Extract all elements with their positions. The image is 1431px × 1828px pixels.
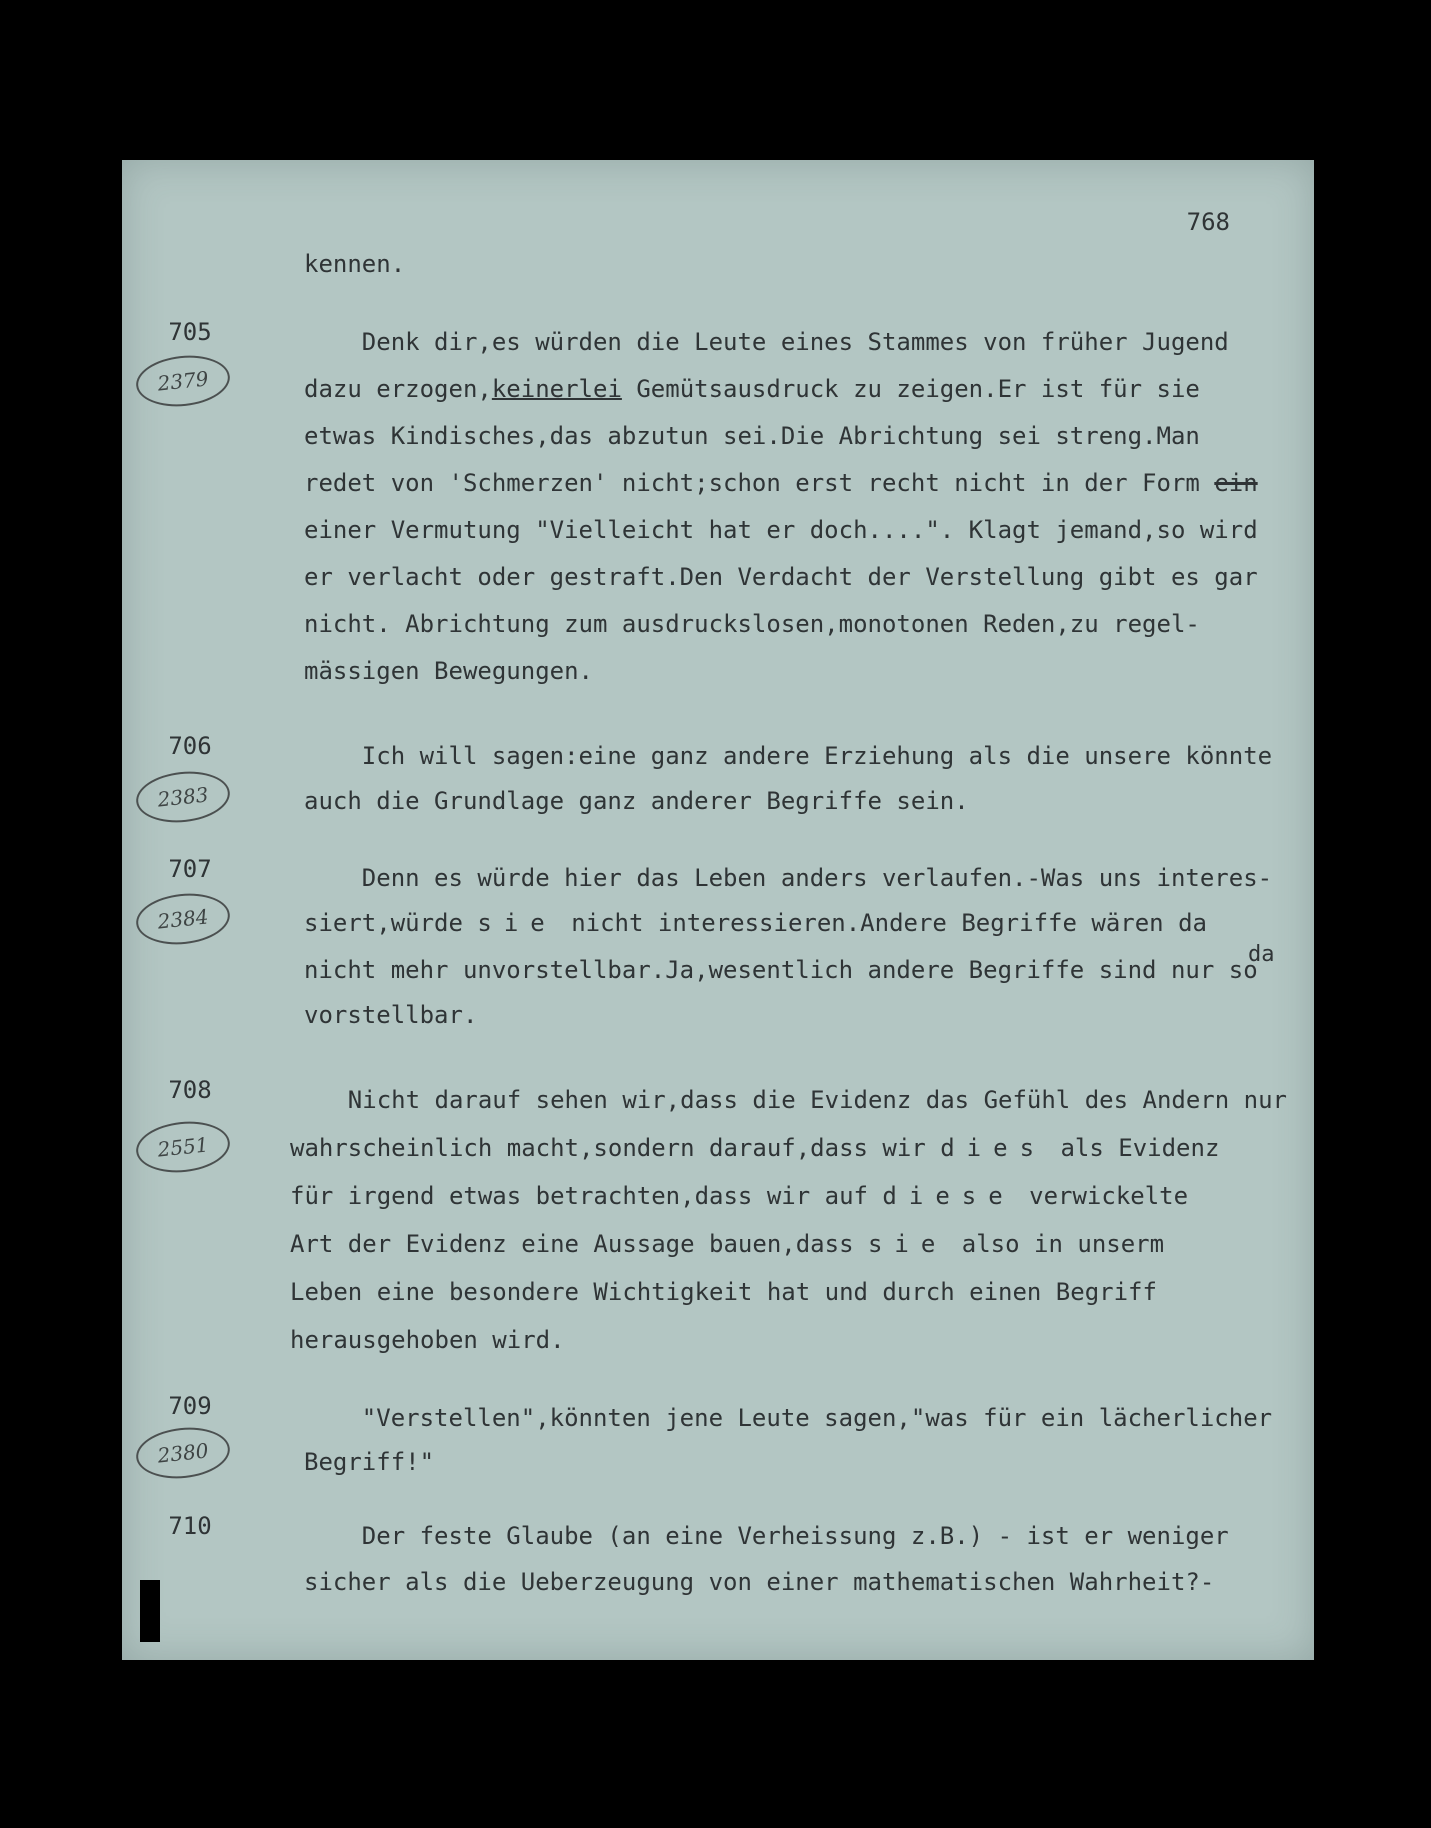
line: Denk dir,es würden die Leute eines Stammes von früher Jugend: [304, 328, 1229, 356]
remark-710-text: [304, 1522, 1284, 1622]
line: Begriff!": [304, 1448, 435, 1476]
line: [304, 375, 1200, 403]
line: [290, 1134, 1219, 1162]
opening-line: kennen.: [304, 250, 406, 278]
line: er verlacht oder gestraft.Den Verdacht der Verstellung gibt es gar: [304, 563, 1258, 591]
remark-number-706: 706: [168, 732, 212, 760]
line-start: redet von 'Schmerzen' nicht;schon erst recht nicht in der Form: [304, 469, 1215, 497]
line-start: wahrscheinlich macht,sondern darauf,dass wir: [290, 1134, 941, 1162]
paper-tear: [140, 1580, 160, 1642]
remark-708-text: [290, 1086, 1310, 1386]
reference-seal-706: 2383: [134, 767, 233, 827]
line: einer Vermutung "Vielleicht hat er doch....". Klagt jemand,so wird: [304, 516, 1258, 544]
line: auch die Grundlage ganz anderer Begriffe sein.: [304, 787, 969, 815]
line-end: nicht interessieren.Andere Begriffe wären da: [556, 909, 1207, 937]
line: Der feste Glaube (an eine Verheissung z.B.) - ist er weniger: [304, 1522, 1229, 1550]
reference-seal-707: 2384: [134, 889, 233, 949]
spaced-word: sie: [867, 1230, 948, 1258]
typescript-page: [122, 160, 1314, 1660]
underlined-word: keinerlei: [491, 375, 622, 403]
line: Ich will sagen:eine ganz andere Erziehung als die unsere könnte: [304, 742, 1273, 770]
line-end: also in unserm: [947, 1230, 1165, 1258]
page-number: 768: [1186, 208, 1230, 236]
line: mässigen Bewegungen.: [304, 657, 593, 685]
line-start: siert,würde: [304, 909, 478, 937]
reference-seal-708: 2551: [134, 1117, 233, 1177]
remark-number-707: 707: [168, 855, 212, 883]
line-start: dazu erzogen,: [304, 375, 492, 403]
struck-word: ein: [1214, 469, 1258, 497]
line: [304, 909, 1207, 937]
line: Nicht darauf sehen wir,dass die Evidenz das Gefühl des Andern nur: [290, 1086, 1287, 1114]
spaced-word: sie: [477, 909, 557, 937]
line: nicht. Abrichtung zum ausdruckslosen,monotonen Reden,zu regel-: [304, 610, 1200, 638]
line-end: als Evidenz: [1046, 1134, 1220, 1162]
line: nicht mehr unvorstellbar.Ja,wesentlich andere Begriffe sind nur so: [304, 956, 1258, 984]
spaced-word: dies: [940, 1134, 1047, 1162]
line: Leben eine besondere Wichtigkeit hat und durch einen Begriff: [290, 1278, 1157, 1306]
line: herausgehoben wird.: [290, 1326, 565, 1354]
line: [290, 1230, 1164, 1258]
line: Denn es würde hier das Leben anders verlaufen.-Was uns interes-: [304, 864, 1273, 892]
remark-number-710: 710: [168, 1512, 212, 1540]
line: "Verstellen",könnten jene Leute sagen,"was für ein lächerlicher: [304, 1404, 1273, 1432]
interlinear-insertion: da: [1248, 942, 1275, 967]
remark-706-text: [304, 742, 1284, 842]
line-start: Art der Evidenz eine Aussage bauen,dass: [290, 1230, 868, 1258]
remark-707-text: [304, 864, 1304, 1064]
remark-709-text: [304, 1404, 1284, 1504]
line: [290, 1182, 1188, 1210]
remark-number-708: 708: [168, 1076, 212, 1104]
remark-number-705: 705: [168, 318, 212, 346]
reference-seal-709: 2380: [134, 1423, 233, 1483]
spaced-word: diese: [882, 1182, 1015, 1210]
line: etwas Kindisches,das abzutun sei.Die Abrichtung sei streng.Man: [304, 422, 1200, 450]
reference-seal-705: 2379: [134, 351, 233, 411]
line: vorstellbar.: [304, 1001, 478, 1029]
line: [304, 469, 1258, 497]
line-start: für irgend etwas betrachten,dass wir auf: [290, 1182, 883, 1210]
line: sicher als die Ueberzeugung von einer mathematischen Wahrheit?-: [304, 1568, 1215, 1596]
remark-number-709: 709: [168, 1392, 212, 1420]
line-end: verwickelte: [1014, 1182, 1189, 1210]
line-end: Gemütsausdruck zu zeigen.Er ist für sie: [621, 375, 1200, 403]
